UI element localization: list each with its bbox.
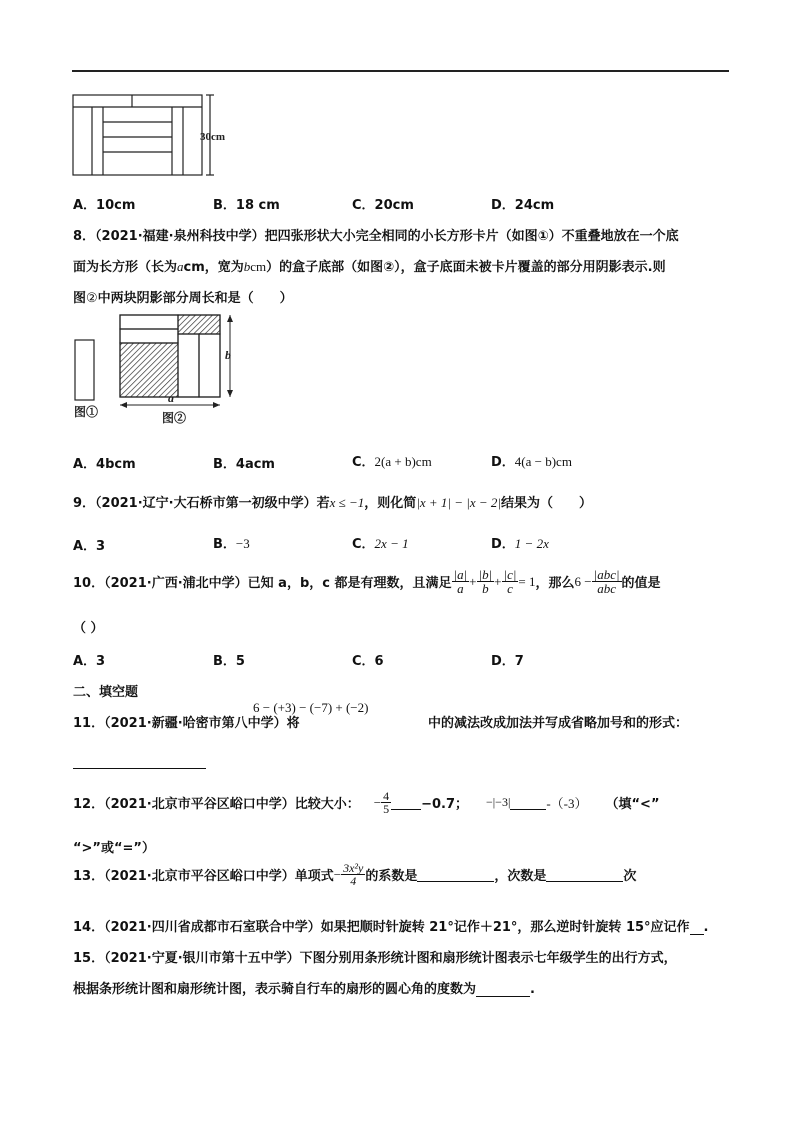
fig1-card (75, 340, 94, 400)
q10-option-a[interactable]: A．3 (73, 654, 106, 669)
q15-blank[interactable] (476, 982, 530, 997)
q9-stem: 9．（2021·辽宁·大石桥市第一初级中学）若x ≤ −1，则化简|x + 1| − |x − 2|结果为（ ） (73, 495, 592, 511)
q8-figures (72, 308, 252, 426)
shaded-region-2 (178, 315, 220, 334)
q7-figure (72, 92, 242, 180)
q15-line1: 15．（2021·宁夏·银川市第十五中学）下图分别用条形统计图和扇形统计图表示七年级学生的出行方式， (73, 951, 677, 966)
q14-stem: 14．（2021·四川省成都市石室联合中学）如果把顺时针旋转 21°记作＋21°，那么逆时针旋转 15°应记作 . (73, 920, 709, 935)
fig1-label: 图① (74, 405, 99, 419)
fig2-b-label: b (225, 348, 231, 362)
section-title: 二、填空题 (73, 685, 139, 700)
q8-option-c[interactable]: C．2(a + b)cm (352, 454, 432, 470)
q14-blank[interactable] (690, 920, 704, 935)
q10-paren: （ ） (73, 621, 104, 636)
q12-blank-1[interactable] (391, 795, 421, 810)
q7-option-a[interactable]: A．10cm (73, 198, 136, 213)
q9-option-c[interactable]: C．2x − 1 (352, 536, 409, 552)
q9-option-a[interactable]: A．3 (73, 539, 106, 554)
q12-tail: “>”或“=”） (73, 841, 155, 856)
q12-stem: 12．（2021·北京市平谷区峪口中学）比较大小： − $\frac{4}{5}$ −0.7； −|−3| -（-3） （填“<” (73, 789, 660, 816)
q8-line1: 8．（2021·福建·泉州科技中学）把四张形状大小完全相同的小长方形卡片（如图①）不重叠地放在一个底 (73, 229, 679, 244)
q10-option-d[interactable]: D．7 (491, 654, 524, 669)
q8-option-b[interactable]: B．4acm (213, 457, 275, 472)
q10-stem: 10．（2021·广西·浦北中学）已知 a，b，c 都是有理数，且满足 $\frac{|a|}{a}$ + $\frac{|b|}{b}$ + $\frac{|c|}{c}$ = 1 ，那么 6 − $\frac{\text{|abc|}}{\text{abc}}$ 的值是 (73, 567, 661, 596)
q11-suffix: 中的减法改成加法并写成省略加号和的形式： (428, 716, 689, 731)
q15-line2: 根据条形统计图和扇形统计图，表示骑自行车的扇形的圆心角的度数为 . (73, 982, 535, 997)
q8-line2: 面为长方形（长为acm，宽为bcm）的盒子底部（如图②），盒子底面未被卡片覆盖的部分用阴影表示.则 (73, 259, 666, 275)
q8-option-d[interactable]: D．4(a − b)cm (491, 454, 572, 470)
q7-dimension-label: 30cm (200, 131, 226, 143)
q11-prefix: 11．（2021·新疆·哈密市第八中学）将 (73, 716, 300, 731)
q13-blank-degree[interactable] (546, 867, 623, 882)
q11-expression: 6 − (+3) − (−7) + (−2) (253, 700, 369, 715)
q10-option-b[interactable]: B．5 (213, 654, 245, 669)
q13-blank-coefficient[interactable] (417, 867, 494, 882)
fig2-label: 图② (162, 411, 187, 425)
fig2-a-label: a (168, 391, 174, 405)
q8-option-a[interactable]: A．4bcm (73, 457, 136, 472)
q8-line3: 图②中两块阴影部分周长和是（ ） (73, 290, 293, 306)
q7-option-b[interactable]: B．18 cm (213, 198, 280, 213)
q9-option-b[interactable]: B．−3 (213, 536, 250, 552)
q7-option-c[interactable]: C．20cm (352, 198, 414, 213)
header-rule (72, 70, 729, 72)
shaded-region-1 (120, 343, 178, 397)
q10-option-c[interactable]: C．6 (352, 654, 384, 669)
q11-answer-blank[interactable] (73, 768, 206, 769)
q13-stem: 13．（2021·北京市平谷区峪口中学）单项式 − $\frac{\text{3x²y}}{4}$ 的系数是 ，次数是 次 (73, 861, 637, 888)
q9-option-d[interactable]: D．1 − 2x (491, 536, 549, 552)
q7-option-d[interactable]: D．24cm (491, 198, 555, 213)
q12-blank-2[interactable] (510, 795, 546, 810)
